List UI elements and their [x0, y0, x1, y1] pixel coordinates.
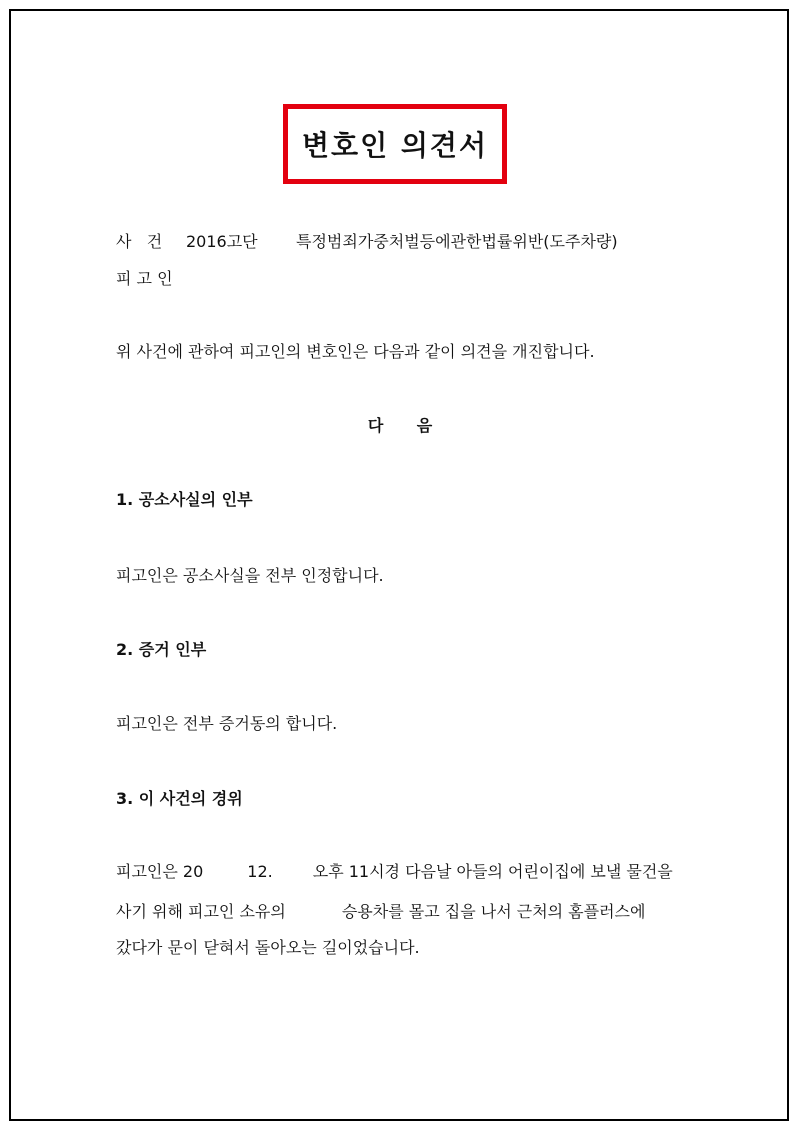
section-1-heading: 1. 공소사실의 인부 [116, 490, 253, 509]
document-title: 변호인 의견서 [301, 129, 489, 162]
heading-next: 다 음 [367, 416, 433, 435]
section-3-body-line-3 [116, 938, 420, 958]
section-2-body: 피고인은 전부 증거동의 합니다. [116, 714, 338, 733]
section-2-heading: 2. 증거 인부 [116, 640, 207, 659]
case-label: 사 건 [116, 232, 163, 251]
text-segment: 사기 위해 피고인 소유의 [116, 902, 286, 921]
case-line [116, 232, 618, 252]
defendant-line [116, 269, 173, 289]
text-segment: 갔다가 문이 닫혀서 돌아오는 길이었습니다. [116, 938, 420, 957]
text-segment: 오후 11시경 다음날 아들의 어린이집에 보낼 물건을 [312, 862, 673, 881]
section-3-body-line-2 [116, 902, 645, 922]
case-number: 2016고단 [186, 232, 258, 251]
defendant-label: 피 고 인 [116, 269, 173, 288]
title-box [283, 104, 507, 184]
section-3-heading: 3. 이 사건의 경위 [116, 789, 243, 808]
text-segment: 12. [247, 862, 273, 881]
intro-paragraph: 위 사건에 관하여 피고인의 변호인은 다음과 같이 의견을 개진합니다. [116, 342, 595, 361]
section-3-body-line-1 [116, 862, 673, 882]
case-name: 특정범죄가중처벌등에관한법률위반(도주차량) [296, 232, 618, 251]
text-segment: 피고인은 20 [116, 862, 204, 881]
text-segment: 승용차를 몰고 집을 나서 근처의 홈플러스에 [341, 902, 646, 921]
section-1-body: 피고인은 공소사실을 전부 인정합니다. [116, 566, 384, 585]
